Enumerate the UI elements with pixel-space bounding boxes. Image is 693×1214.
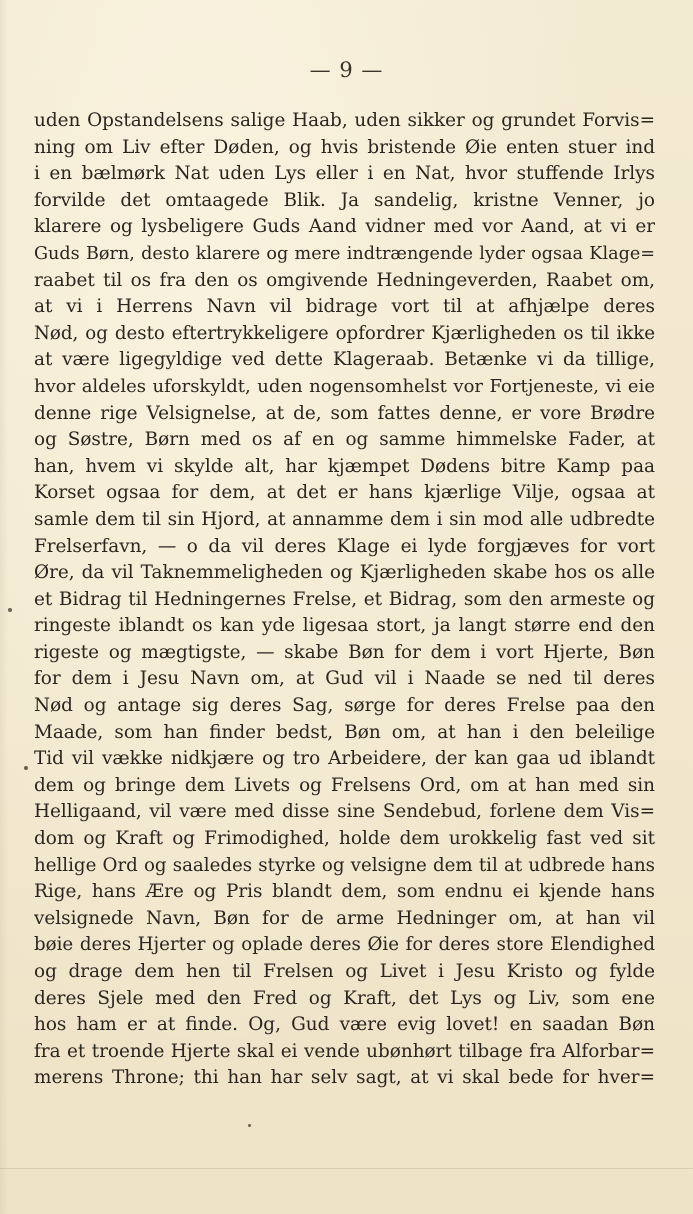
text-line: ning om Liv efter Døden, og hvis bristende Øie enten stuer ind [34, 136, 655, 158]
margin-dot [24, 766, 28, 770]
text-line: Guds Børn, desto klarere og mere indtrængende lyder ogsaa Klage= [34, 243, 655, 264]
text-line: og drage dem hen til Frelsen og Livet i Jesu Kristo og fylde [34, 961, 655, 982]
text-line: fra et troende Hjerte skal ei vende ubønhørt tilbage fra Alforbar= [34, 1040, 655, 1062]
text-line: og Søstre, Børn med os af en og samme himmelske Fader, at [34, 429, 655, 451]
text-line: hvor aldeles uforskyldt, uden nogensomhelst vor Fortjeneste, vi eie [34, 375, 655, 397]
text-line: bøie deres Hjerter og oplade deres Øie for deres store Elendighed [34, 934, 655, 956]
text-line: raabet til os fra den os omgivende Hedningeverden, Raabet om, [34, 269, 655, 291]
text-line: samle dem til sin Hjord, at annamme dem i sin mod alle udbredte [34, 508, 655, 530]
margin-dot [8, 608, 12, 612]
text-line: Tid vil vække nidkjære og tro Arbeidere, der kan gaa ud iblandt [34, 748, 655, 770]
text-line: rigeste og mægtigste, — skabe Bøn for dem i vort Hjerte, Bøn [34, 641, 655, 663]
text-line: Helligaand, vil være med disse sine Sendebud, forlene dem Vis= [34, 801, 655, 823]
text-line: deres Sjele med den Fred og Kraft, det Lys og Liv, som ene [34, 987, 655, 1009]
text-line: Frelserfavn, — o da vil deres Klage ei lyde forgjæves for vort [34, 535, 655, 557]
page-edge-shadow [0, 0, 8, 1214]
text-line: hos ham er at finde. Og, Gud være evig lovet! en saadan Bøn [34, 1014, 655, 1036]
text-line: Maade, som han finder bedst, Bøn om, at han i den beleilige [34, 721, 655, 743]
text-line: at vi i Herrens Navn vil bidrage vort til at afhjælpe deres [34, 296, 655, 318]
text-line: velsignede Navn, Bøn for de arme Hedninger om, at han vil [34, 907, 655, 929]
text-line: Korset ogsaa for dem, at det er hans kjærlige Vilje, ogsaa at [34, 482, 655, 504]
text-line: hellige Ord og saaledes styrke og velsigne dem til at udbrede hans [34, 854, 655, 876]
text-line: at være ligegyldige ved dette Klageraab. Betænke vi da tillige, [34, 349, 655, 371]
text-line: for dem i Jesu Navn om, at Gud vil i Naade se ned til deres [34, 668, 655, 690]
text-line: uden Opstandelsens salige Haab, uden sikker og grundet Forvis= [34, 110, 655, 131]
text-line: ringeste iblandt os kan yde ligesaa stort, ja langt større end den [34, 615, 655, 637]
text-line: merens Throne; thi han har selv sagt, at vi skal bede for hver= [34, 1067, 655, 1089]
text-line: Rige, hans Ære og Pris blandt dem, som endnu ei kjende hans [34, 881, 655, 903]
margin-dot [248, 1124, 251, 1127]
text-line: han, hvem vi skylde alt, har kjæmpet Dødens bitre Kamp paa [34, 455, 655, 477]
text-line: dom og Kraft og Frimodighed, holde dem urokkelig fast ved sit [34, 828, 655, 850]
body-text [34, 108, 655, 1092]
text-line: forvilde det omtaagede Blik. Ja sandelig, kristne Venner, jo [34, 189, 655, 211]
text-line: dem og bringe dem Livets og Frelsens Ord, om at han med sin [34, 774, 655, 796]
page-crease [0, 1168, 693, 1169]
text-line: Øre, da vil Taknemmeligheden og Kjærligheden skabe hos os alle [34, 562, 655, 584]
page-number: — 9 — [309, 58, 384, 82]
text-line: Nød og antage sig deres Sag, sørge for deres Frelse paa den [34, 695, 655, 717]
text-line: i en bælmørk Nat uden Lys eller i en Nat, hvor stuffende Irlys [34, 163, 655, 185]
text-line: klarere og lysbeligere Guds Aand vidner med vor Aand, at vi er [34, 216, 655, 238]
text-line: denne rige Velsignelse, at de, som fattes denne, er vore Brødre [34, 402, 655, 424]
text-line: et Bidrag til Hedningernes Frelse, et Bidrag, som den armeste og [34, 588, 655, 610]
text-line: Nød, og desto eftertrykkeligere opfordrer Kjærligheden os til ikke [34, 322, 655, 344]
